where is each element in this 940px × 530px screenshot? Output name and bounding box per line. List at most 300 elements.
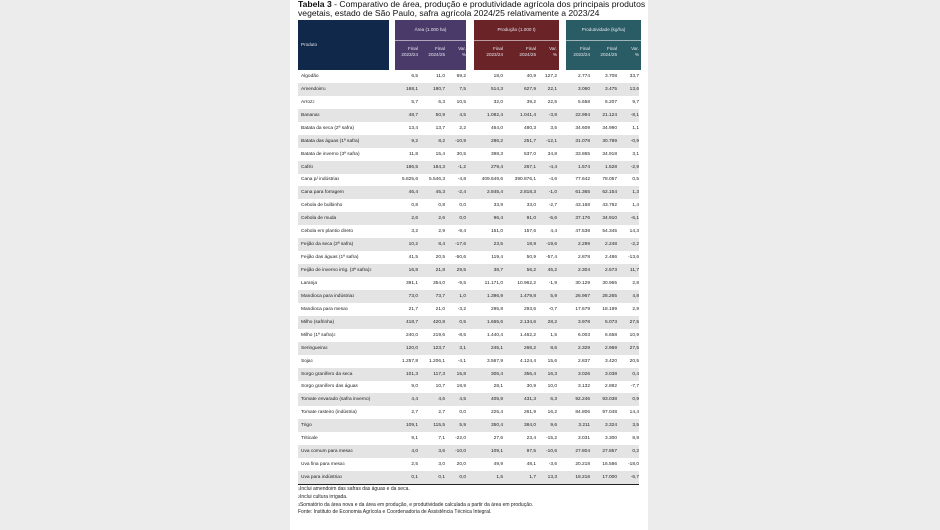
cell-value: -2,4 [445,186,466,199]
product-name: Tomate rasteiro (indústria) [301,410,357,416]
cell-value: -4,8 [457,177,466,183]
cell-value: 97.048 [602,410,617,416]
cell-value: 418,7 [390,316,418,329]
cell-value: 33,9 [493,203,503,209]
table-row [298,303,639,316]
cell-value: 2.573 [590,264,617,277]
cell-value: 5.658 [577,99,590,105]
cell-value: 245,1 [466,342,503,355]
cell-value: -13,6 [628,255,639,261]
cell-value: 11.171,0 [484,280,503,286]
cell-value: 13,4 [408,125,418,131]
cell-value: 9,2 [390,135,418,148]
cell-value: 1,0 [445,290,466,303]
cell-value: 13,7 [435,125,445,131]
product-name: Cana p/ indústria$^3$ [301,177,340,183]
cell-value: -17,6 [445,238,466,251]
cell-value: 73,7 [418,290,445,303]
subheader-line: % [461,52,466,57]
subheader [474,46,503,58]
subheader [617,46,639,58]
footnote-ref: 2 [333,332,336,337]
footnote-number: 3 [298,502,300,507]
table-row [298,83,639,96]
cell-value: 1.479,8 [503,290,536,303]
table-row [298,70,639,83]
cell-value: 9,7 [632,99,639,105]
cell-value: 30.965 [602,280,617,286]
cell-value: 40,9 [526,73,536,79]
cell-value: -5,6 [536,212,557,225]
cell-value: 1.257,8 [401,358,418,364]
cell-value: 7,5 [445,83,466,96]
cell-value: 22.994 [557,109,590,122]
cell-value: 10.962,2 [517,280,536,286]
header-area [395,20,466,70]
table-row [298,406,639,419]
cell-value: 391,1 [405,280,418,286]
cell-value: 1.082,4 [466,109,503,122]
cell-value: 420,8 [418,316,445,329]
group-title: Área (1.000 ha) [395,20,466,41]
cell-value: 6.658 [604,332,617,338]
cell-value: 4,4 [550,229,557,235]
cell-value: 0,0 [459,410,466,416]
product-name: Mandioca para mesa$^3$ [301,306,348,312]
header-produto [298,20,389,70]
footnote-ref: 3 [325,345,328,350]
product-name: Milho (1ª safra)$^2$ [301,332,336,338]
cell-value: 2,5 [411,462,418,468]
cell-value: 3.567,9 [486,358,503,364]
product-name: Feijão da seca (2ª safra) [298,238,390,251]
product-name: Soja$^3$ [301,358,313,364]
cell-value: 464,0 [490,125,503,131]
product-name: Milho (safrinha) [298,316,390,329]
subheader-line: Var. [631,46,639,51]
product-name: Arroz$^2$ [301,99,315,105]
cell-value: 43.762 [602,203,617,209]
cell-value: 16,2 [547,410,557,416]
cell-value: 20.218 [575,462,590,468]
cell-value: 350,4 [466,419,503,432]
table-row [298,381,639,394]
product-name: Uva fina para mesa$^3$ [301,462,345,468]
cell-value: 41,5 [408,255,418,261]
cell-value: 6,5 [411,73,418,79]
cell-value: 2.248 [590,238,617,251]
cell-value: 21,8 [418,264,445,277]
cell-value: 16,8 [390,264,418,277]
footnote-ref: 2 [369,268,372,273]
cell-value: 33,0 [526,203,536,209]
group-title: Produtividade (kg/ha) [566,20,641,41]
subheader [395,46,418,58]
cell-value: 8,4 [418,238,445,251]
cell-value: 34.918 [602,151,617,157]
table-row [298,122,639,135]
cell-value: 3,6 [418,445,445,458]
cell-value: 119,4 [491,255,503,261]
cell-value: -1,2 [445,161,466,174]
cell-value: 10,7 [435,384,445,390]
cell-value: 73,0 [390,290,418,303]
cell-value: 293,6 [523,306,536,312]
cell-value: 69,2 [456,73,466,79]
cell-value: 92.246 [557,393,590,406]
cell-value: 10,2 [390,238,418,251]
product-name: Uva comum para mesa$^3$ [298,445,390,458]
product-name: Uva para indústria$^3$ [298,471,390,484]
cell-value: 8,2 [418,135,445,148]
table-row [298,135,639,148]
cell-value: 22,5 [547,99,557,105]
cell-value: 306,4 [466,368,503,381]
cell-value: 15,4 [435,151,445,157]
cell-value: 0,4 [617,368,639,381]
footnote-ref: 3 [311,164,314,169]
cell-value: 354,0 [432,280,445,286]
cell-value: -3,6 [548,462,557,468]
product-name: Tomate envarado (safra inverno) [298,393,390,406]
product-name: Trigo [298,419,390,432]
cell-value: 3.475 [590,83,617,96]
cell-value: 47.538 [575,229,590,235]
product-name: Batata da seca (2ª safra) [301,125,354,131]
footnote [298,494,533,502]
cell-value: 28,2 [536,316,557,329]
product-name: Sorgo granífero das águas [301,384,358,390]
subheader-line: 2024/25 [519,52,536,57]
cell-value: 62.154 [590,186,617,199]
cell-value: 0,1 [418,471,445,484]
cell-value: 21,7 [408,306,418,312]
cell-value: 48,1 [526,462,536,468]
cell-value: 1,3 [617,186,639,199]
cell-value: 17.000 [590,471,617,484]
cell-value: 127,2 [544,73,557,79]
cell-value: 15,8 [445,368,466,381]
subheader [536,46,557,58]
product-name: Cana para forragem [298,186,390,199]
header-produto-label: Produto [301,42,318,47]
cell-value: 3,5 [550,125,557,131]
cell-value: 3.708 [604,73,617,79]
cell-value: 0,0 [445,212,466,225]
cell-value: -8,1 [617,109,639,122]
cell-value: 18,9 [503,238,536,251]
cell-value: 20,0 [456,462,466,468]
table-row [298,212,639,225]
cell-value: 3,0 [438,462,445,468]
cell-value: 50,9 [526,255,536,261]
table-row [298,109,639,122]
cell-value: 3.031 [577,436,590,442]
subheader-line: Final [493,46,503,51]
subheader-line: % [552,52,557,57]
cell-value: 101,3 [390,368,418,381]
table-row [298,342,639,355]
cell-value: 2,7 [411,410,418,416]
cell-value: 34.910 [590,212,617,225]
product-name: Amendoim$^1$ [298,83,390,96]
cell-value: 2,9 [632,306,639,312]
cell-value: 37.176 [557,212,590,225]
cell-value: 3.026 [557,368,590,381]
cell-value: 10,5 [456,99,466,105]
table-number: Tabela 3 [298,0,332,9]
subheader-line: 2024/25 [600,52,617,57]
table-row [298,148,639,161]
cell-value: 1.528 [590,161,617,174]
cell-value: 168,1 [390,83,418,96]
cell-value: -6,7 [617,471,639,484]
cell-value: -6,1 [617,212,639,225]
footnote-text: Somatório da área nova e da área em produção, e produtividade calculada a partir da área em produção. [299,501,534,508]
cell-value: 115,5 [418,419,445,432]
cell-value: 20,5 [629,358,639,364]
footnote-ref: 3 [337,177,340,182]
product-name: Cebola de bulbinho [301,203,343,209]
cell-value: 26.967 [557,290,590,303]
cell-value: 1,5 [550,332,557,338]
cell-value: 5,9 [536,290,557,303]
cell-value: 390.876,1 [514,177,536,183]
table-row [298,329,639,342]
cell-value: 0,1 [390,471,418,484]
cell-value: -19,6 [536,238,557,251]
product-name: Cebola de muda [298,212,390,225]
cell-value: 537,0 [523,151,536,157]
cell-value: 1,1 [632,125,639,131]
cell-value: 1,5 [466,471,503,484]
cell-value: 14,4 [629,410,639,416]
cell-value: 4,4 [390,393,418,406]
cell-value: 1.462,2 [519,332,536,338]
footnote [298,509,533,517]
cell-value: 27,5 [617,316,639,329]
cell-value: 5,7 [411,99,418,105]
cell-value: 1.574 [557,161,590,174]
cell-value: 0,9 [617,393,639,406]
cell-value: 11,0 [436,73,445,79]
cell-value: -4,1 [457,358,466,364]
cell-value: 356,4 [503,368,536,381]
cell-value: 279,4 [466,161,503,174]
table-row [298,238,639,251]
product-name: Mandioca para indústria$^3$ [298,290,390,303]
subheader-line: Final [607,46,617,51]
cell-value: 186,5 [390,161,418,174]
table-row [298,458,639,471]
cell-value: -1,9 [548,280,557,286]
footnote [298,486,533,494]
table-row [298,445,639,458]
cell-value: 7,1 [438,436,445,442]
group-title: Produção (1.000 t) [474,20,559,41]
cell-value: 2.486 [604,255,617,261]
cell-value: 13,3 [536,471,557,484]
cell-value: -3,8 [536,109,557,122]
cell-value: 267,1 [503,161,536,174]
cell-value: 10,9 [629,332,639,338]
footnote-ref: 3 [317,112,320,117]
table-row [298,471,639,484]
cell-value: 9,6 [536,419,557,432]
cell-value: 117,3 [418,368,445,381]
cell-value: 93.038 [590,393,617,406]
cell-value: 1.206,1 [428,358,445,364]
cell-value: 4,5 [445,393,466,406]
cell-value: 31.078 [557,135,590,148]
cell-value: 30,5 [456,151,466,157]
cell-value: 2.774 [577,73,590,79]
product-name: Algodão [301,73,319,79]
table-row [298,264,639,277]
cell-value: 10,0 [547,384,557,390]
cell-value: 3.132 [577,384,590,390]
cell-value: -7,7 [630,384,639,390]
cell-value: 30.789 [590,135,617,148]
cell-value: 30.129 [575,280,590,286]
subheader [503,46,536,58]
cell-value: 8,6 [536,342,557,355]
cell-value: 11,8 [409,151,418,157]
cell-value: 56,2 [503,264,536,277]
cell-value: 45,2 [536,264,557,277]
cell-value: 34.609 [575,125,590,131]
cell-value: 3.038 [590,368,617,381]
cell-value: 27,5 [617,342,639,355]
cell-value: -50,6 [455,255,466,261]
cell-value: 1.440,4 [486,332,503,338]
cell-value: 3,2 [411,229,418,235]
cell-value: 0,2 [617,445,639,458]
cell-value: 45,3 [418,186,445,199]
cell-value: -2,2 [617,238,639,251]
cell-value: 46,4 [390,186,418,199]
cell-value: 96,4 [466,212,503,225]
cell-value: -22,0 [455,436,466,442]
cell-value: 3,1 [445,342,466,355]
footnote-number: 1 [298,487,300,491]
cell-value: 30,9 [526,384,536,390]
product-name: Batata de inverno (3ª safra) [301,151,360,157]
cell-value: 0,5 [445,316,466,329]
cell-value: 2.969 [590,342,617,355]
cell-value: 384,0 [503,419,536,432]
subheader [566,46,590,58]
cell-value: 1.665,6 [466,316,503,329]
cell-value: 5.546,3 [428,177,445,183]
cell-value: 219,6 [432,332,445,338]
cell-value: 184,3 [418,161,445,174]
cell-value: 286,2 [466,135,503,148]
cell-value: 2,9 [438,229,445,235]
header-produtividade [566,20,641,70]
cell-value: -2,9 [617,161,639,174]
cell-value: 32,0 [493,99,503,105]
cell-value: 480,3 [523,125,536,131]
cell-value: 2.299 [557,238,590,251]
cell-value: 97,5 [503,445,536,458]
footnote-text: Inclui cultura irrigada. [299,493,348,500]
cell-value: -1,0 [536,186,557,199]
cell-value: 3.211 [557,419,590,432]
cell-value: 21.124 [590,109,617,122]
table-caption: - Comparativo de área, produção e produtividade agrícola dos principais produtos vegetais, estado de São Paulo, safra agrícola 2024/25 relativamente a 2023/24 [298,0,646,18]
cell-value: 29,5 [445,264,466,277]
cell-value: 2,2 [459,125,466,131]
cell-value: -2,7 [548,203,557,209]
cell-value: 3.060 [557,83,590,96]
cell-value: 2.892 [604,384,617,390]
product-name: Feijão de inverno irrig. (3ª safra)$^2$ [298,264,390,277]
cell-value: 8,9 [632,436,639,442]
cell-value: 39,2 [526,99,536,105]
cell-value: 409.649,6 [481,177,503,183]
cell-value: 0,0 [445,471,466,484]
cell-value: -12,1 [536,135,557,148]
cell-value: 2.304 [557,264,590,277]
cell-value: 0,8 [411,203,418,209]
subheader-line: 2023/24 [573,52,590,57]
cell-value: 405,9 [466,393,503,406]
cell-value: 2.845,4 [466,186,503,199]
cell-value: -8,5 [457,332,466,338]
subheader [418,46,445,58]
cell-value: 34.990 [602,125,617,131]
cell-value: 91,0 [503,212,536,225]
footnote-ref: 3 [342,462,345,467]
cell-value: 0,5 [632,177,639,183]
cell-value: 27.804 [557,445,590,458]
product-name: Cebola em plantio direto [301,229,353,235]
cell-value: 5,9 [445,419,466,432]
cell-value: 4,6 [418,393,445,406]
cell-value: 34,8 [547,151,557,157]
cell-value: 4.124,4 [519,358,536,364]
cell-value: 15,6 [547,358,557,364]
cell-value: 28,1 [493,384,503,390]
table-title [298,0,648,18]
cell-value: 50,9 [418,109,445,122]
cell-value: 3.324 [590,419,617,432]
cell-value: 38,7 [466,264,503,277]
cell-value: 1.041,4 [503,109,536,122]
cell-value: 1.396,9 [466,290,503,303]
table-row [298,316,639,329]
table-row [298,251,639,264]
data-table [298,70,639,485]
cell-value: 627,9 [503,83,536,96]
product-name: Batata das águas (1ª safra) [298,135,390,148]
cell-value: 514,3 [466,83,503,96]
cell-value: 0,8 [438,203,445,209]
subheader-line: Final [580,46,590,51]
footnote-ref: 1 [323,86,326,91]
cell-value: 2,8 [632,280,639,286]
footnote-text: Fonte: Instituto de Economia Agrícola e Coordenadoria de Assistência Técnica Integral. [298,509,492,516]
cell-value: 77.642 [575,177,590,183]
cell-value: 43.168 [575,203,590,209]
table-row [298,199,639,212]
table-row [298,419,639,432]
cell-value: 54.345 [602,229,617,235]
cell-value: 398,3 [490,151,503,157]
product-name: Feijão das águas (1ª safra) [301,255,359,261]
footnote-ref: 3 [345,306,348,311]
